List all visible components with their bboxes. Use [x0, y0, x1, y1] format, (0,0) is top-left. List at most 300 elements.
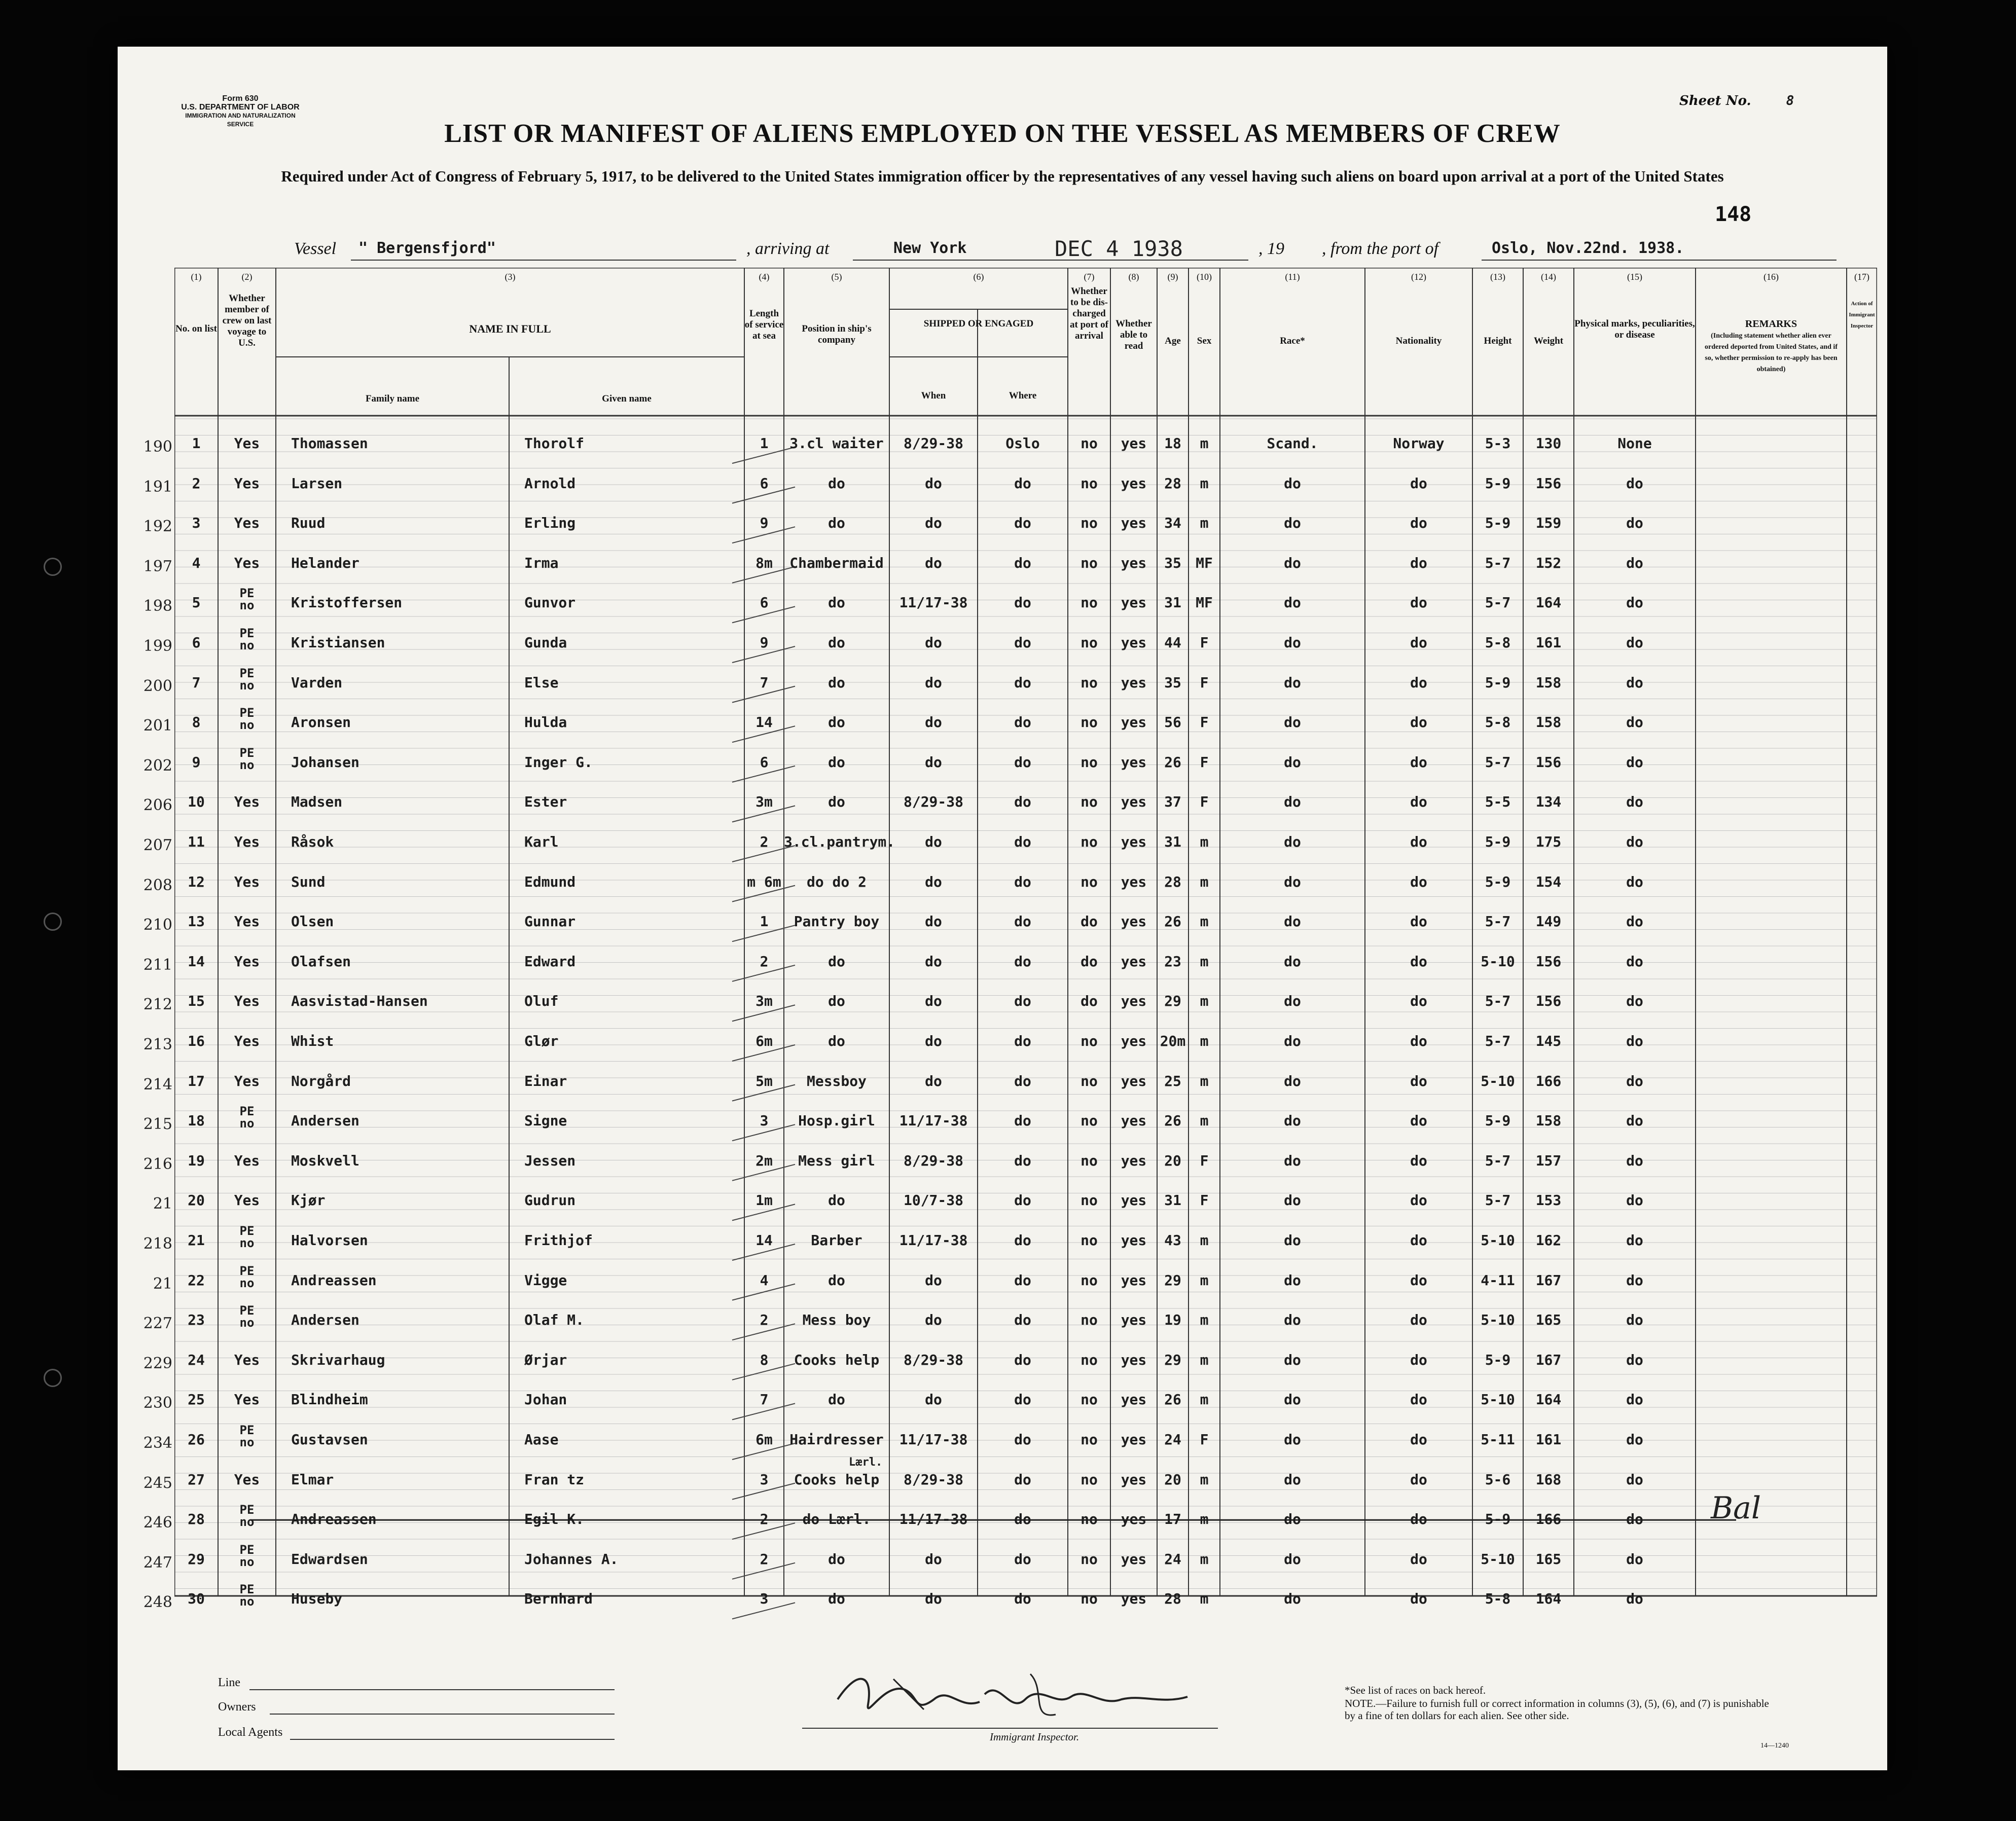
crew-last-voyage: PE no [239, 745, 255, 772]
column-number: (12) [1411, 272, 1426, 282]
nationality: do [1410, 1391, 1427, 1408]
weight: 158 [1535, 674, 1562, 691]
given-name: Gunnar [524, 913, 576, 930]
given-name: Fran tz [524, 1471, 585, 1488]
length-of-service: 4 [760, 1271, 769, 1289]
able-to-read: yes [1121, 793, 1147, 811]
margin-line-number: 216 [143, 1155, 172, 1173]
shipped-where: do [1014, 634, 1031, 651]
height: 5-9 [1485, 833, 1511, 850]
margin-line-number: 200 [143, 677, 172, 695]
race-note: *See list of races on back hereof. [1345, 1684, 1486, 1696]
height: 5-7 [1485, 753, 1511, 771]
discharged-at-arrival: no [1081, 475, 1098, 492]
margin-line-number: 245 [143, 1474, 172, 1492]
physical-marks: do [1626, 1033, 1643, 1049]
family-name: Kristiansen [291, 634, 385, 651]
able-to-read: yes [1121, 594, 1147, 611]
col-when-header: When [921, 390, 946, 401]
nationality: do [1410, 475, 1427, 492]
given-name: Edward [524, 953, 576, 970]
able-to-read: yes [1121, 913, 1147, 930]
height: 5-10 [1481, 1550, 1515, 1568]
family-name: Aronsen [291, 714, 351, 731]
race: do [1284, 1072, 1301, 1089]
nationality: do [1410, 1312, 1427, 1329]
length-of-service: 7 [760, 674, 769, 691]
binder-hole-icon [44, 1369, 62, 1387]
height: 5-10 [1481, 1072, 1515, 1089]
age: 43 [1164, 1232, 1181, 1249]
race: do [1284, 1550, 1301, 1568]
shipped-when: 8/29-38 [903, 1152, 963, 1169]
given-name: Hulda [524, 714, 567, 731]
margin-line-number: 234 [143, 1434, 172, 1452]
shipped-where: do [1014, 1471, 1031, 1488]
crew-last-voyage: PE no [239, 626, 255, 652]
physical-marks: do [1626, 1152, 1643, 1169]
column-number: (17) [1854, 272, 1869, 282]
physical-marks: do [1626, 1431, 1643, 1448]
shipped-where: do [1014, 1232, 1031, 1249]
discharged-at-arrival: no [1081, 873, 1098, 890]
shipped-where: do [1014, 1112, 1031, 1130]
column-number: (15) [1627, 272, 1642, 282]
shipped-where: do [1014, 1033, 1031, 1049]
given-name: Olaf M. [524, 1312, 585, 1329]
race: do [1284, 1192, 1301, 1209]
sex: m [1200, 1112, 1209, 1130]
discharged-at-arrival: no [1081, 1271, 1098, 1289]
shipped-where: Oslo [1005, 435, 1040, 452]
race: Scand. [1267, 435, 1318, 452]
shipped-when: do [925, 674, 942, 691]
col-weight-header: Weight [1533, 336, 1564, 346]
given-name: Egil K. [524, 1511, 585, 1528]
shipped-where: do [1014, 674, 1031, 691]
discharged-at-arrival: no [1081, 1511, 1098, 1528]
vessel-name: " Bergensfjord" [358, 239, 496, 257]
sex: F [1200, 714, 1209, 731]
crew-last-voyage: PE no [239, 1104, 255, 1131]
col-given-name-header: Given name [602, 393, 652, 404]
family-name: Huseby [291, 1590, 343, 1608]
weight: 166 [1535, 1511, 1562, 1528]
able-to-read: yes [1121, 1271, 1147, 1289]
length-of-service: 2 [760, 833, 769, 850]
age: 29 [1164, 1271, 1181, 1289]
page-stamp-number: 148 [1715, 203, 1752, 226]
age: 31 [1164, 1192, 1181, 1209]
height: 5-10 [1481, 1232, 1515, 1249]
row-number: 18 [188, 1112, 205, 1130]
sex: MF [1196, 594, 1213, 611]
family-name: Blindheim [291, 1391, 368, 1408]
margin-line-number: 207 [143, 836, 172, 854]
sex: m [1200, 435, 1209, 452]
given-name: Vigge [524, 1271, 567, 1289]
margin-line-number: 230 [143, 1394, 172, 1412]
margin-line-number: 21 [153, 1195, 172, 1213]
from-port-label: , from the port of [1322, 239, 1439, 258]
year-label: , 19 [1258, 239, 1284, 258]
position-in-company: Messboy [806, 1072, 867, 1089]
discharged-at-arrival: no [1081, 1351, 1098, 1368]
nationality: do [1410, 873, 1427, 890]
sex: m [1200, 1391, 1209, 1408]
sex: m [1200, 1550, 1209, 1568]
able-to-read: yes [1121, 1152, 1147, 1169]
margin-line-number: 215 [143, 1115, 172, 1134]
able-to-read: yes [1121, 1550, 1147, 1568]
discharged-at-arrival: no [1081, 1192, 1098, 1209]
column-number: (4) [759, 272, 770, 282]
position-annotation: Lærl. [849, 1455, 883, 1469]
crew-last-voyage: Yes [234, 475, 260, 492]
row-number: 4 [192, 554, 201, 571]
margin-line-number: 214 [143, 1075, 172, 1094]
row-number: 6 [192, 634, 201, 651]
age: 44 [1164, 634, 1181, 651]
able-to-read: yes [1121, 1351, 1147, 1368]
race: do [1284, 475, 1301, 492]
crew-last-voyage: Yes [234, 1471, 260, 1488]
position-in-company: do [828, 1590, 845, 1608]
margin-line-number: 198 [143, 597, 172, 615]
sex: m [1200, 993, 1209, 1010]
length-of-service: 1m [755, 1192, 773, 1209]
race: do [1284, 515, 1301, 532]
row-number: 7 [192, 674, 201, 691]
physical-marks: do [1626, 1072, 1643, 1089]
row-number: 20 [188, 1192, 205, 1209]
age: 35 [1164, 554, 1181, 571]
nationality: do [1410, 1351, 1427, 1368]
able-to-read: yes [1121, 554, 1147, 571]
given-name: Signe [524, 1112, 567, 1130]
line-label: Line [218, 1676, 240, 1689]
age: 26 [1164, 1112, 1181, 1130]
given-name: Frithjof [524, 1232, 593, 1249]
weight: 159 [1535, 515, 1562, 532]
row-number: 13 [188, 913, 205, 930]
weight: 156 [1535, 475, 1562, 492]
weight: 165 [1535, 1312, 1562, 1329]
shipped-where: do [1014, 1312, 1031, 1329]
family-name: Kjør [291, 1192, 326, 1209]
shipped-when: 11/17-38 [899, 594, 968, 611]
length-of-service: 3m [755, 993, 773, 1010]
height: 5-3 [1485, 435, 1511, 452]
given-name: Karl [524, 833, 559, 850]
shipped-when: do [925, 953, 942, 970]
length-of-service: 3 [760, 1471, 769, 1488]
nationality: do [1410, 1152, 1427, 1169]
able-to-read: yes [1121, 714, 1147, 731]
age: 19 [1164, 1312, 1181, 1329]
crew-last-voyage: Yes [234, 873, 260, 890]
family-name: Kristoffersen [291, 594, 403, 611]
age: 31 [1164, 594, 1181, 611]
shipped-when: 11/17-38 [899, 1232, 968, 1249]
col-able-to-read-header: Whether able to read [1115, 318, 1152, 351]
physical-marks: do [1626, 1511, 1643, 1528]
sex: m [1200, 1033, 1209, 1049]
height: 5-10 [1481, 1312, 1515, 1329]
nationality: do [1410, 515, 1427, 532]
position-in-company: Mess boy [802, 1312, 871, 1329]
height: 5-9 [1485, 674, 1511, 691]
physical-marks: do [1626, 1590, 1643, 1608]
shipped-where: do [1014, 594, 1031, 611]
remark-handwritten: Bal [1711, 1490, 1761, 1526]
age: 24 [1164, 1550, 1181, 1568]
age: 31 [1164, 833, 1181, 850]
margin-line-number: 208 [143, 876, 172, 894]
position-in-company: Cooks help [794, 1471, 880, 1488]
given-name: Johan [524, 1391, 567, 1408]
shipped-when: do [925, 1550, 942, 1568]
physical-marks: None [1617, 435, 1652, 452]
shipped-when: do [925, 873, 942, 890]
col-physical-marks-header: Physical marks, peculiarities, or disease [1574, 318, 1695, 340]
physical-marks: do [1626, 554, 1643, 571]
nationality: Norway [1393, 435, 1445, 452]
position-in-company: do [828, 1550, 845, 1568]
position-in-company: Chambermaid [789, 554, 884, 571]
height: 5-7 [1485, 1033, 1511, 1049]
length-of-service: 2 [760, 1550, 769, 1568]
discharged-at-arrival: do [1081, 993, 1098, 1010]
row-number: 9 [192, 753, 201, 771]
family-name: Halvorsen [291, 1232, 368, 1249]
height: 5-10 [1481, 953, 1515, 970]
able-to-read: yes [1121, 993, 1147, 1010]
race: do [1284, 714, 1301, 731]
nationality: do [1410, 1072, 1427, 1089]
sex: F [1200, 1431, 1209, 1448]
height: 5-6 [1485, 1471, 1511, 1488]
discharged-at-arrival: no [1081, 1590, 1098, 1608]
shipped-when: do [925, 993, 942, 1010]
margin-line-number: 227 [143, 1315, 172, 1333]
family-name: Olafsen [291, 953, 351, 970]
race: do [1284, 1033, 1301, 1049]
position-in-company: do [828, 1391, 845, 1408]
age: 23 [1164, 953, 1181, 970]
discharged-at-arrival: no [1081, 634, 1098, 651]
margin-line-number: 206 [143, 796, 172, 815]
shipped-where: do [1014, 1511, 1031, 1528]
weight: 145 [1535, 1033, 1562, 1049]
col-position-header: Position in ship's company [802, 323, 872, 345]
physical-marks: do [1626, 993, 1643, 1010]
family-name: Larsen [291, 475, 343, 492]
row-number: 28 [188, 1511, 205, 1528]
height: 5-7 [1485, 1152, 1511, 1169]
crew-table [174, 268, 1877, 1636]
physical-marks: do [1626, 1550, 1643, 1568]
race: do [1284, 554, 1301, 571]
height: 4-11 [1481, 1271, 1515, 1289]
crew-last-voyage: Yes [234, 1192, 260, 1209]
col-length-of-service-header: Length of service at sea [744, 308, 784, 341]
given-name: Inger G. [524, 753, 593, 771]
able-to-read: yes [1121, 1391, 1147, 1408]
shipped-when: 8/29-38 [903, 1351, 963, 1368]
height: 5-9 [1485, 1511, 1511, 1528]
shipped-when: 8/29-38 [903, 435, 963, 452]
race: do [1284, 1152, 1301, 1169]
nationality: do [1410, 634, 1427, 651]
weight: 162 [1535, 1232, 1562, 1249]
weight: 167 [1535, 1351, 1562, 1368]
length-of-service: 7 [760, 1391, 769, 1408]
discharged-at-arrival: do [1081, 913, 1098, 930]
row-number: 27 [188, 1471, 205, 1488]
nationality: do [1410, 953, 1427, 970]
discharged-at-arrival: no [1081, 793, 1098, 811]
able-to-read: yes [1121, 873, 1147, 890]
shipped-when: do [925, 515, 942, 532]
able-to-read: yes [1121, 1312, 1147, 1329]
physical-marks: do [1626, 1112, 1643, 1130]
discharged-at-arrival: no [1081, 1431, 1098, 1448]
column-number: (14) [1541, 272, 1556, 282]
discharged-at-arrival: no [1081, 1312, 1098, 1329]
age: 18 [1164, 435, 1181, 452]
discharged-at-arrival: no [1081, 1033, 1098, 1049]
column-number: (3) [505, 272, 516, 282]
age: 20 [1164, 1152, 1181, 1169]
crew-last-voyage: Yes [234, 1033, 260, 1049]
col-inspector-action-header: Action of Immigrant Inspector [1849, 301, 1875, 329]
row-number: 17 [188, 1072, 205, 1089]
able-to-read: yes [1121, 1232, 1147, 1249]
physical-marks: do [1626, 475, 1643, 492]
margin-line-number: 211 [143, 956, 172, 974]
length-of-service: 8 [760, 1351, 769, 1368]
row-number: 23 [188, 1312, 205, 1329]
given-name: Irma [524, 554, 559, 571]
position-in-company: 3.cl waiter [789, 435, 884, 452]
row-number: 30 [188, 1590, 205, 1608]
shipped-where: do [1014, 1072, 1031, 1089]
column-number: (10) [1197, 272, 1212, 282]
shipped-where: do [1014, 993, 1031, 1010]
position-in-company: Hairdresser [789, 1431, 884, 1448]
shipped-when: 8/29-38 [903, 793, 963, 811]
column-number: (8) [1128, 272, 1139, 282]
col-age-header: Age [1165, 336, 1181, 346]
length-of-service: 8m [755, 554, 773, 571]
shipped-where: do [1014, 1271, 1031, 1289]
shipped-where: do [1014, 1152, 1031, 1169]
shipped-when: do [925, 554, 942, 571]
owners-label: Owners [218, 1700, 256, 1714]
age: 56 [1164, 714, 1181, 731]
age: 28 [1164, 873, 1181, 890]
height: 5-8 [1485, 714, 1511, 731]
race: do [1284, 913, 1301, 930]
discharged-at-arrival: no [1081, 594, 1098, 611]
crew-last-voyage: PE no [239, 1503, 255, 1529]
row-number: 26 [188, 1431, 205, 1448]
row-number: 10 [188, 793, 205, 811]
discharged-at-arrival: no [1081, 1232, 1098, 1249]
discharged-at-arrival: no [1081, 1112, 1098, 1130]
crew-last-voyage: PE no [239, 1263, 255, 1290]
length-of-service: 14 [755, 714, 773, 731]
race: do [1284, 1112, 1301, 1130]
crew-last-voyage: Yes [234, 1391, 260, 1408]
crew-last-voyage: PE no [239, 706, 255, 733]
crew-last-voyage: Yes [234, 515, 260, 532]
physical-marks: do [1626, 1232, 1643, 1249]
race: do [1284, 953, 1301, 970]
row-number: 16 [188, 1033, 205, 1049]
age: 26 [1164, 753, 1181, 771]
row-number: 22 [188, 1271, 205, 1289]
length-of-service: 6m [755, 1033, 773, 1049]
physical-marks: do [1626, 1312, 1643, 1329]
col-discharged-header: Whether to be dis-charged at port of arrival [1070, 286, 1108, 341]
nationality: do [1410, 1232, 1427, 1249]
position-in-company: do [828, 634, 845, 651]
shipped-where: do [1014, 1192, 1031, 1209]
shipped-where: do [1014, 1590, 1031, 1608]
column-number: (1) [191, 272, 202, 282]
col-family-name-header: Family name [365, 393, 420, 404]
shipped-where: do [1014, 1550, 1031, 1568]
able-to-read: yes [1121, 1590, 1147, 1608]
position-in-company: 3.cl.pantrym. [784, 833, 895, 850]
position-in-company: do [828, 953, 845, 970]
sex: m [1200, 1511, 1209, 1528]
shipped-where: do [1014, 793, 1031, 811]
family-name: Elmar [291, 1471, 334, 1488]
able-to-read: yes [1121, 1033, 1147, 1049]
position-in-company: do [828, 753, 845, 771]
crew-last-voyage: Yes [234, 793, 260, 811]
sex: m [1200, 1232, 1209, 1249]
family-name: Andreassen [291, 1511, 377, 1528]
family-name: Gustavsen [291, 1431, 368, 1448]
height: 5-9 [1485, 515, 1511, 532]
inspector-signature [817, 1659, 1213, 1730]
position-in-company: do [828, 1033, 845, 1049]
position-in-company: do [828, 1271, 845, 1289]
length-of-service: 1 [760, 913, 769, 930]
position-in-company: do [828, 594, 845, 611]
margin-line-number: 197 [143, 557, 172, 575]
column-number: (9) [1167, 272, 1178, 282]
age: 24 [1164, 1431, 1181, 1448]
length-of-service: 2 [760, 953, 769, 970]
row-number: 1 [192, 435, 201, 452]
position-in-company: do do 2 [806, 873, 867, 890]
nationality: do [1410, 913, 1427, 930]
shipped-where: do [1014, 953, 1031, 970]
margin-line-number: 202 [143, 756, 172, 775]
length-of-service: 6 [760, 753, 769, 771]
height: 5-8 [1485, 1590, 1511, 1608]
age: 29 [1164, 1351, 1181, 1368]
page-subtitle: Required under Act of Congress of February 5, 1917, to be delivered to the United States immigration officer by the representatives of any vessel having such aliens on board upon arrival at a port of the United States [281, 167, 1724, 185]
physical-marks: do [1626, 714, 1643, 731]
weight: 161 [1535, 634, 1562, 651]
print-code: 14—1240 [1760, 1742, 1789, 1750]
